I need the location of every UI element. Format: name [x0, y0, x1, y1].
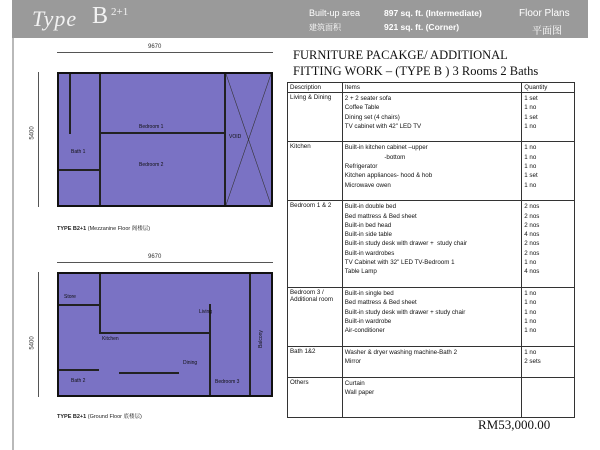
header-banner [12, 0, 588, 38]
upper-width-dim-line [57, 52, 273, 53]
room-label: Bath 2 [71, 378, 86, 384]
column-header: Items [342, 83, 521, 93]
furniture-table [287, 82, 575, 418]
lower-plan-caption: TYPE B2+1 (Ground Floor 底楼层) [57, 414, 142, 420]
upper-plan-caption: TYPE B2+1 (Mezzanine Floor 阁楼层) [57, 226, 151, 232]
row-description: Bedroom 3 / Additional room [288, 287, 343, 346]
item-text: TV cabinet with 42" LED TV [344, 122, 422, 130]
row-quantities [522, 201, 575, 288]
item-quantity: 1 set [524, 172, 538, 180]
item-text: Built-in study desk with drawer + study chair [344, 308, 466, 316]
item-text: Microwave owen [344, 181, 391, 189]
item-text: Built-in kitchen cabinet –upper [344, 144, 428, 152]
package-title-line2: FITTING WORK – (TYPE B ) 3 Rooms 2 Baths [293, 64, 539, 78]
room-label: Dining [183, 360, 198, 366]
item-text: Built-in side table [344, 231, 392, 239]
type-word: Type [32, 6, 78, 31]
item-quantity: 2 nos [524, 249, 540, 257]
item-quantity: 1 no [524, 104, 537, 112]
item-quantity: 1 no [524, 317, 537, 325]
row-items [342, 93, 521, 142]
package-title-line1: FURNITURE PACAKGE/ ADDITIONAL [293, 48, 508, 62]
column-header: Description [288, 83, 343, 93]
builtup-label-cn: 建筑面积 [309, 23, 341, 32]
item-text: Dining set (4 chairs) [344, 113, 400, 121]
item-text: Built-in double bed [344, 203, 397, 211]
column-header: Quantity [522, 83, 575, 93]
room-label: Balcony [257, 330, 264, 348]
item-text: Built-in wardrobes [344, 249, 395, 257]
table-row [288, 93, 575, 142]
row-quantities [522, 377, 575, 417]
upper-height-dim: 5400 [29, 126, 36, 140]
lower-height-dim: 5400 [29, 336, 36, 350]
builtup-label: Built-up area [309, 8, 361, 18]
row-items [342, 287, 521, 346]
item-text: Built-in single bed [344, 289, 394, 297]
item-text: Table Lamp [344, 268, 377, 276]
type-code: B [92, 3, 109, 29]
item-quantity: 1 no [524, 122, 537, 130]
item-quantity: 4 nos [524, 231, 540, 239]
room-label: Bath 1 [71, 149, 86, 155]
item-quantity: 2 nos [524, 221, 540, 229]
room-label: VOID [229, 134, 242, 140]
floor-plans-label: Floor Plans [519, 8, 570, 19]
table-row [288, 201, 575, 288]
room-label: Store [64, 294, 76, 300]
item-text: Built-in wardrobe [344, 317, 392, 325]
item-quantity: 1 no [524, 327, 537, 335]
item-text: Mirror [344, 358, 361, 366]
row-items [342, 201, 521, 288]
row-description: Bedroom 1 & 2 [288, 201, 343, 288]
item-quantity: 1 no [524, 163, 537, 171]
package-price: RM53,000.00 [478, 417, 551, 432]
room-label: Bedroom 3 [215, 379, 240, 385]
lower-height-dim-line [38, 272, 39, 397]
row-items [342, 377, 521, 417]
item-quantity: 2 nos [524, 203, 540, 211]
item-quantity: 1 no [524, 348, 537, 356]
item-text: Wall paper [344, 388, 375, 396]
item-text: Air-conditioner [344, 327, 385, 335]
row-quantities [522, 287, 575, 346]
left-border [12, 38, 14, 450]
item-quantity: 1 no [524, 153, 537, 161]
row-description: Bath 1&2 [288, 346, 343, 377]
item-quantity: 2 nos [524, 212, 540, 220]
table-row [288, 287, 575, 346]
item-quantity: 1 no [524, 144, 537, 152]
item-text: Washer & dryer washing machine-Bath 2 [344, 348, 458, 356]
table-row [288, 346, 575, 377]
room-label: Kitchen [102, 336, 119, 342]
item-quantity: 1 no [524, 299, 537, 307]
row-description: Kitchen [288, 142, 343, 201]
item-quantity: 1 no [524, 308, 537, 316]
item-quantity: 2 sets [524, 358, 541, 366]
table-row [288, 142, 575, 201]
upper-height-dim-line [38, 72, 39, 207]
lower-width-dim: 9670 [148, 254, 162, 260]
item-text: 2 + 2 seater sofa [344, 95, 392, 102]
item-text: -bottom [344, 153, 406, 161]
item-quantity [524, 379, 572, 388]
item-quantity: 1 no [524, 181, 537, 189]
row-quantities [522, 93, 575, 142]
row-quantities [522, 346, 575, 377]
row-quantities [522, 142, 575, 201]
floor-plans-label-cn: 平面图 [532, 26, 562, 37]
row-description: Others [288, 377, 343, 417]
room-label: Living [199, 309, 213, 315]
upper-width-dim: 9670 [148, 44, 162, 50]
row-items [342, 142, 521, 201]
item-quantity: 2 nos [524, 240, 540, 248]
item-quantity: 1 set [524, 95, 538, 102]
table-header-row [288, 83, 575, 93]
item-text: Refrigerator [344, 163, 378, 171]
item-quantity: 1 no [524, 289, 537, 297]
area-intermediate: 897 sq. ft. (Intermediate) [384, 8, 482, 18]
item-text: Curtain [344, 379, 365, 387]
item-text: Built-in bed head [344, 221, 392, 229]
ground-floor-plan [57, 272, 273, 397]
mezzanine-floor-plan [57, 72, 273, 207]
item-quantity: 4 nos [524, 268, 540, 276]
room-label: Bedroom 1 [139, 124, 164, 130]
item-text: Bed mattress & Bed sheet [344, 212, 417, 220]
item-text: TV Cabinet with 32" LED TV-Bedroom 1 [344, 259, 455, 267]
type-superscript: 2+1 [111, 6, 129, 18]
item-text: Coffee Table [344, 104, 380, 112]
item-quantity [524, 388, 572, 397]
item-quantity: 1 set [524, 113, 538, 121]
item-quantity: 1 no [524, 259, 537, 267]
row-items [342, 346, 521, 377]
table-row [288, 377, 575, 417]
lower-width-dim-line [57, 262, 273, 263]
area-corner: 921 sq. ft. (Corner) [384, 22, 460, 32]
item-text: Bed mattress & Bed sheet [344, 299, 417, 307]
row-description: Living & Dining [288, 93, 343, 142]
room-label: Bedroom 2 [139, 162, 164, 168]
item-text: Kitchen appliances- hood & hob [344, 172, 433, 180]
item-text: Built-in study desk with drawer + study chair [344, 240, 468, 248]
